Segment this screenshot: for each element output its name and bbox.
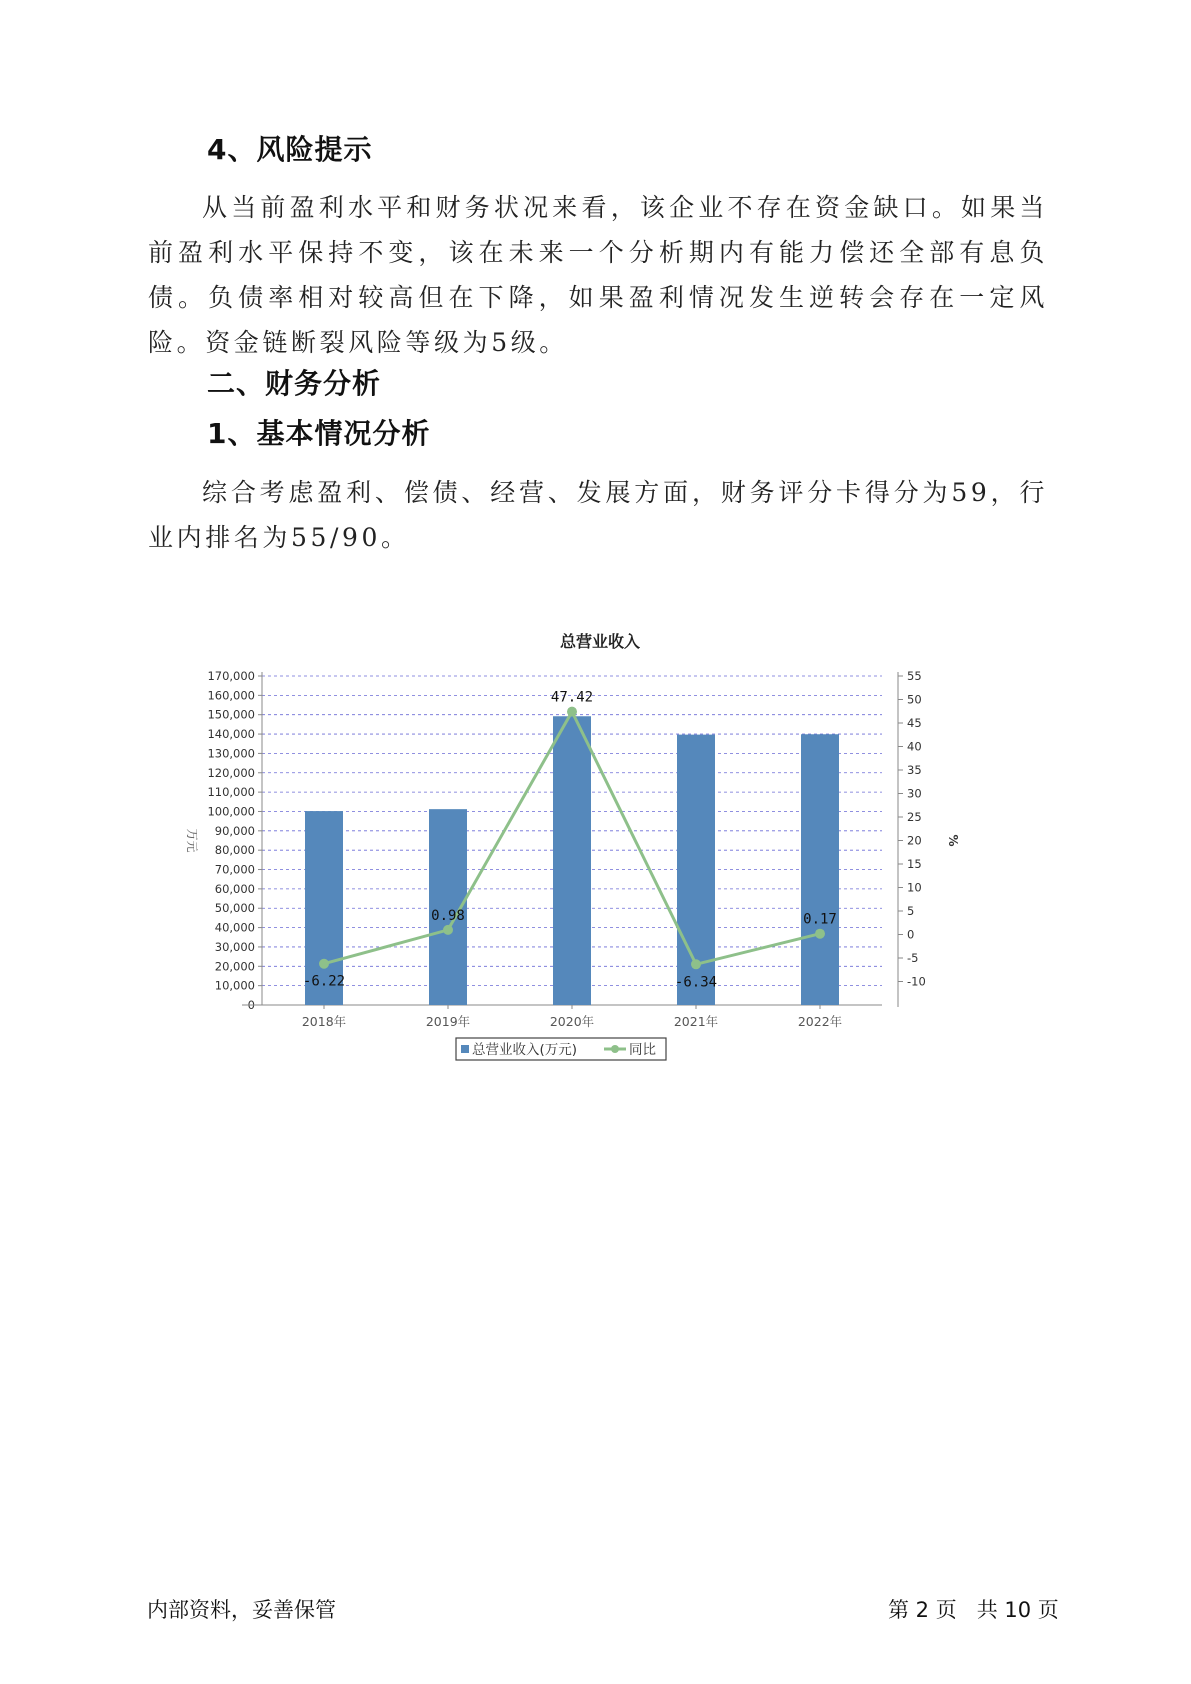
y2-tick-label: -5 (907, 951, 919, 965)
section-heading-risk: 4、风险提示 (207, 133, 373, 166)
revenue-chart (170, 618, 970, 1088)
y2-tick-label: 55 (907, 669, 922, 683)
yoy-data-label: 0.17 (803, 911, 837, 928)
yoy-data-label: 47.42 (550, 689, 594, 706)
y-axis-label: 万元 (185, 828, 199, 853)
y-tick-label: 120,000 (207, 765, 255, 780)
y2-tick-label: 45 (907, 716, 922, 730)
y-tick-label: 20,000 (214, 959, 255, 974)
legend-label-revenue: 总营业收入(万元) (472, 1042, 578, 1058)
footer-page-number: 第 2 页 共 10 页 (888, 1598, 1059, 1622)
section-heading-basic: 1、基本情况分析 (207, 417, 431, 450)
x-tick-label: 2018年 (301, 1014, 347, 1029)
y-tick-label: 140,000 (207, 727, 255, 742)
bar (801, 734, 839, 1005)
y-tick-label: 130,000 (207, 746, 255, 761)
y-tick-label: 10,000 (214, 978, 255, 993)
bar (553, 716, 591, 1005)
yoy-point (691, 959, 701, 969)
y2-tick-label: 35 (907, 763, 922, 777)
x-tick-label: 2019年 (425, 1014, 471, 1029)
yoy-data-label: -6.34 (674, 974, 718, 991)
y2-tick-label: 15 (907, 857, 922, 871)
y-tick-label: 90,000 (214, 823, 255, 838)
y-tick-label: 100,000 (207, 804, 255, 819)
yoy-data-label: -6.22 (302, 973, 346, 990)
y2-tick-label: 10 (907, 880, 922, 895)
y2-tick-label: 40 (907, 739, 922, 754)
y2-tick-label: 20 (907, 833, 922, 848)
y-tick-label: 80,000 (214, 843, 255, 858)
legend-swatch-yoy-dot (611, 1045, 619, 1053)
chart-title: 总营业收入 (559, 632, 641, 651)
section-heading-finance: 二、财务分析 (207, 367, 382, 400)
x-tick-label: 2022年 (797, 1014, 843, 1029)
y2-axis-label: % (946, 834, 960, 847)
yoy-data-label: 0.98 (431, 907, 465, 924)
x-tick-label: 2021年 (673, 1014, 719, 1029)
y-tick-label: 150,000 (207, 707, 255, 722)
y2-tick-label: 5 (907, 904, 915, 918)
y-tick-label: 60,000 (214, 881, 255, 896)
y2-tick-label: -10 (907, 974, 926, 989)
basic-paragraph: 综合考虑盈利、偿债、经营、发展方面，财务评分卡得分为59，行业内排名为55/90。 (148, 478, 1048, 552)
y-tick-label: 0 (247, 998, 255, 1012)
y2-tick-label: 50 (907, 692, 922, 707)
y-tick-label: 160,000 (207, 688, 255, 703)
yoy-point (567, 707, 577, 717)
x-tick-label: 2020年 (549, 1014, 595, 1029)
y2-tick-label: 25 (907, 810, 922, 824)
y2-tick-label: 30 (907, 786, 922, 801)
y-tick-label: 110,000 (207, 785, 255, 800)
yoy-point (319, 959, 329, 969)
y2-tick-label: 0 (907, 927, 915, 942)
y-tick-label: 50,000 (214, 901, 255, 916)
y-tick-label: 40,000 (214, 920, 255, 935)
footer-confidential: 内部资料，妥善保管 (147, 1598, 336, 1622)
y-tick-label: 70,000 (214, 862, 255, 877)
legend-label-yoy: 同比 (629, 1042, 656, 1058)
y-tick-label: 30,000 (214, 939, 255, 954)
yoy-point (815, 929, 825, 939)
risk-paragraph: 从当前盈利水平和财务状况来看，该企业不存在资金缺口。如果当前盈利水平保持不变，该在未来一个分析期内有能力偿还全部有息负债。负债率相对较高但在下降，如果盈利情况发生逆转会存在一定风险。资金链断裂风险等级为5级。 (148, 193, 1048, 357)
yoy-point (443, 925, 453, 935)
y-tick-label: 170,000 (207, 669, 255, 683)
legend-swatch-revenue (461, 1045, 469, 1053)
